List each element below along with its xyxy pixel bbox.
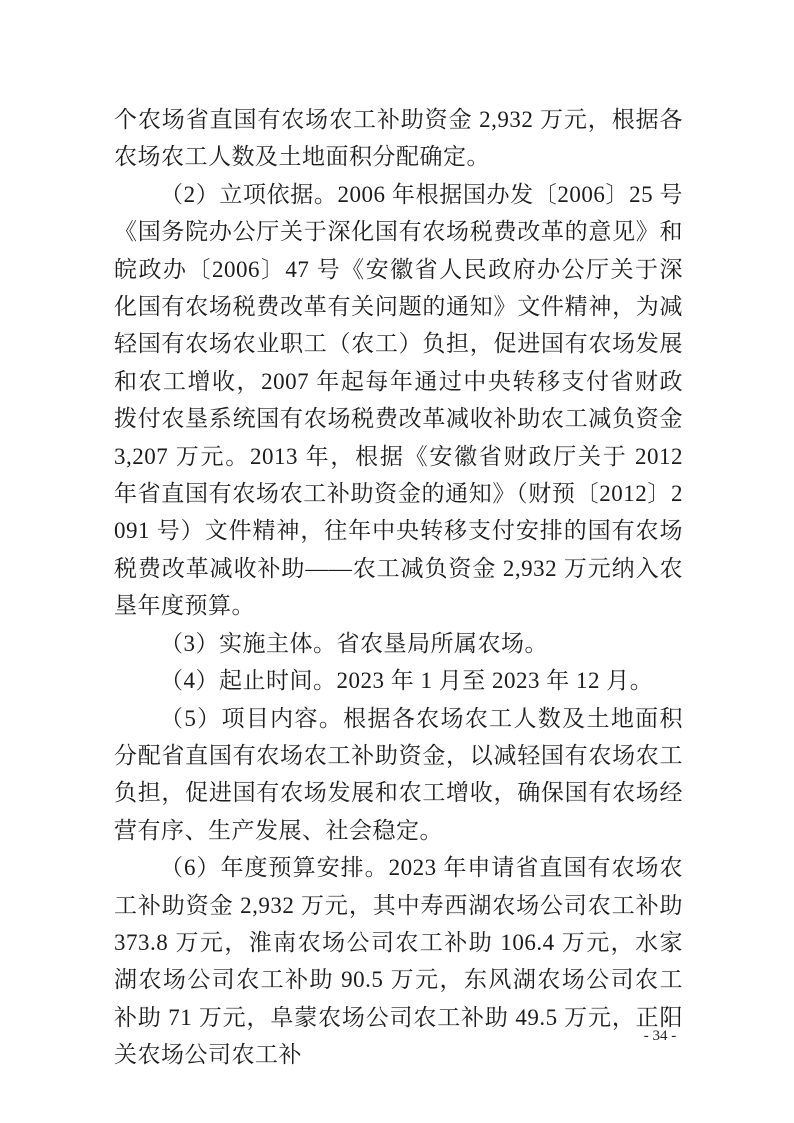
paragraph-item-5-xiangmu-neirong: （5）项目内容。根据各农场农工人数及土地面积分配省直国有农场农工补助资金，以减轻国有农场农工负担，促进国有农场发展和农工增收，确保国有农场经营有序、生产发展、社会稳定。 xyxy=(114,705,683,843)
document-body xyxy=(114,101,683,1074)
paragraph-continuation: 个农场省直国有农场农工补助资金 2,932 万元，根据各农场农工人数及土地面积分配确定。 xyxy=(114,107,683,170)
paragraph-item-2-lixiang-yiju: （2）立项依据。2006 年根据国办发〔2006〕25 号《国务院办公厅关于深化国有农场税费改革的意见》和皖政办〔2006〕47 号《安徽省人民政府办公厅关于深化国有农场税费改革有关问题的通知》文件精神，为减轻国有农场农业职工（农工）负担，促进国有农场发展和农工增收，2007 年起每年通过中央转移支付省财政拨付农垦系统国有农场税费改革减收补助农工减负资金 3,207 万元。2013 年，根据《安徽省财政厅关于 2012 年省直国有农场农工补助资金的通知》（财预〔2012〕2091 号）文件精神，往年中央转移支付安排的国有农场税费改革减收补助——农工减负资金 2,932 万元纳入农垦年度预算。 xyxy=(114,181,683,619)
page-number: - 34 - xyxy=(643,1028,677,1044)
paragraph-item-6-niandu-yusuan: （6）年度预算安排。2023 年申请省直国有农场农工补助资金 2,932 万元，其中寿西湖农场公司农工补助 373.8 万元，淮南农场公司农工补助 106.4 万元，水家湖农场公司农工补助 90.5 万元，东风湖农场公司农工补助 71 万元，阜蒙农场公司农工补助 49.5 万元，正阳关农场公司农工补 xyxy=(114,855,683,1068)
paragraph-item-3-shishi-zhuti: （3）实施主体。省农垦局所属农场。 xyxy=(160,630,548,656)
paragraph-item-4-qizhi-shijian: （4）起止时间。2023 年 1 月至 2023 年 12 月。 xyxy=(160,668,654,694)
